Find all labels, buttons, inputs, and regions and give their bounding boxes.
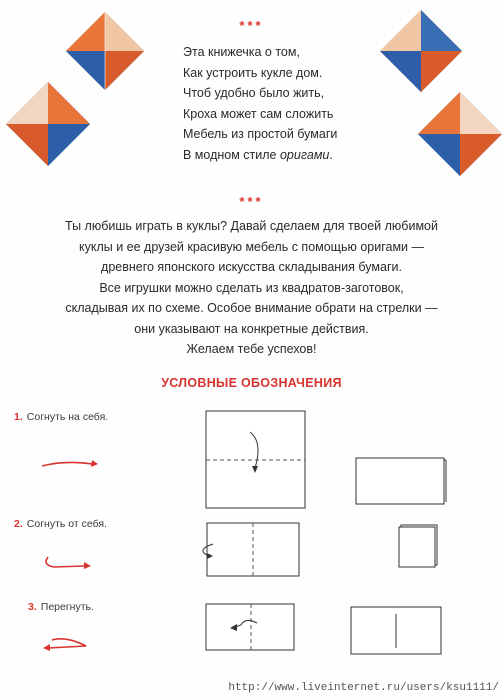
reverse-fold-arrow-icon (42, 636, 92, 652)
poem-line: Кроха может сам сложить (183, 106, 334, 121)
fold-away-arrow-icon (42, 555, 94, 571)
poem-line: Как устроить кукле дом. (183, 65, 323, 80)
decorative-stars: *** (239, 194, 264, 209)
legend-item-reverse-fold (28, 601, 94, 613)
legend-item-number: 3. (28, 601, 37, 613)
poem-line: Мебель из простой бумаги (183, 127, 338, 141)
legend-item-label: Согнуть на себя. (26, 411, 109, 423)
poem (183, 42, 337, 165)
fold-diagram-step1 (205, 410, 307, 510)
decorative-stars: *** (239, 18, 264, 33)
legend-item-label: Перегнуть. (40, 601, 94, 613)
legend-item-fold-away (14, 518, 107, 530)
legend-item-number: 2. (14, 518, 23, 530)
kite-ornament-icon (6, 82, 90, 166)
legend-item-number: 1. (14, 411, 23, 423)
legend-item-label: Согнуть от себя. (26, 518, 107, 530)
kite-ornament-icon (418, 92, 502, 176)
fold-diagram-step3 (205, 603, 297, 653)
intro-paragraph (20, 216, 483, 360)
poem-line-suffix: . (329, 147, 333, 162)
intro-line: они указывают на конкретные действия. (134, 321, 369, 336)
poem-italic-word: оригами (279, 147, 330, 162)
fold-diagram-result3 (350, 606, 444, 656)
intro-line: куклы и ее друзей красивую мебель с помощью оригами — (78, 239, 425, 254)
poem-line: Эта книжечка о том, (183, 45, 300, 59)
poem-line (183, 145, 337, 166)
intro-line: Все игрушки можно сделать из квадратов-заготовок, (99, 280, 404, 295)
fold-diagram-step2 (193, 522, 303, 578)
fold-diagram-result1 (355, 457, 447, 505)
poem-line-prefix: В модном стиле (183, 147, 280, 162)
poem-line: Чтоб удобно было жить, (183, 86, 325, 100)
legend-title: УСЛОВНЫЕ ОБОЗНАЧЕНИЯ (161, 376, 342, 390)
fold-diagram-result2 (398, 524, 440, 570)
intro-line: Ты любишь играть в куклы? Давай сделаем для твоей любимой (65, 219, 438, 233)
intro-line: складывая их по схеме. Особое внимание обрати на стрелки — (65, 301, 438, 315)
legend-item-fold-toward (14, 411, 108, 423)
fold-toward-arrow-icon (40, 457, 100, 471)
intro-line: древнего японского искусства складывания бумаги. (101, 260, 402, 274)
intro-line: Желаем тебе успехов! (186, 342, 317, 356)
source-url: http://www.liveinternet.ru/users/ksu1111/ (228, 682, 499, 694)
